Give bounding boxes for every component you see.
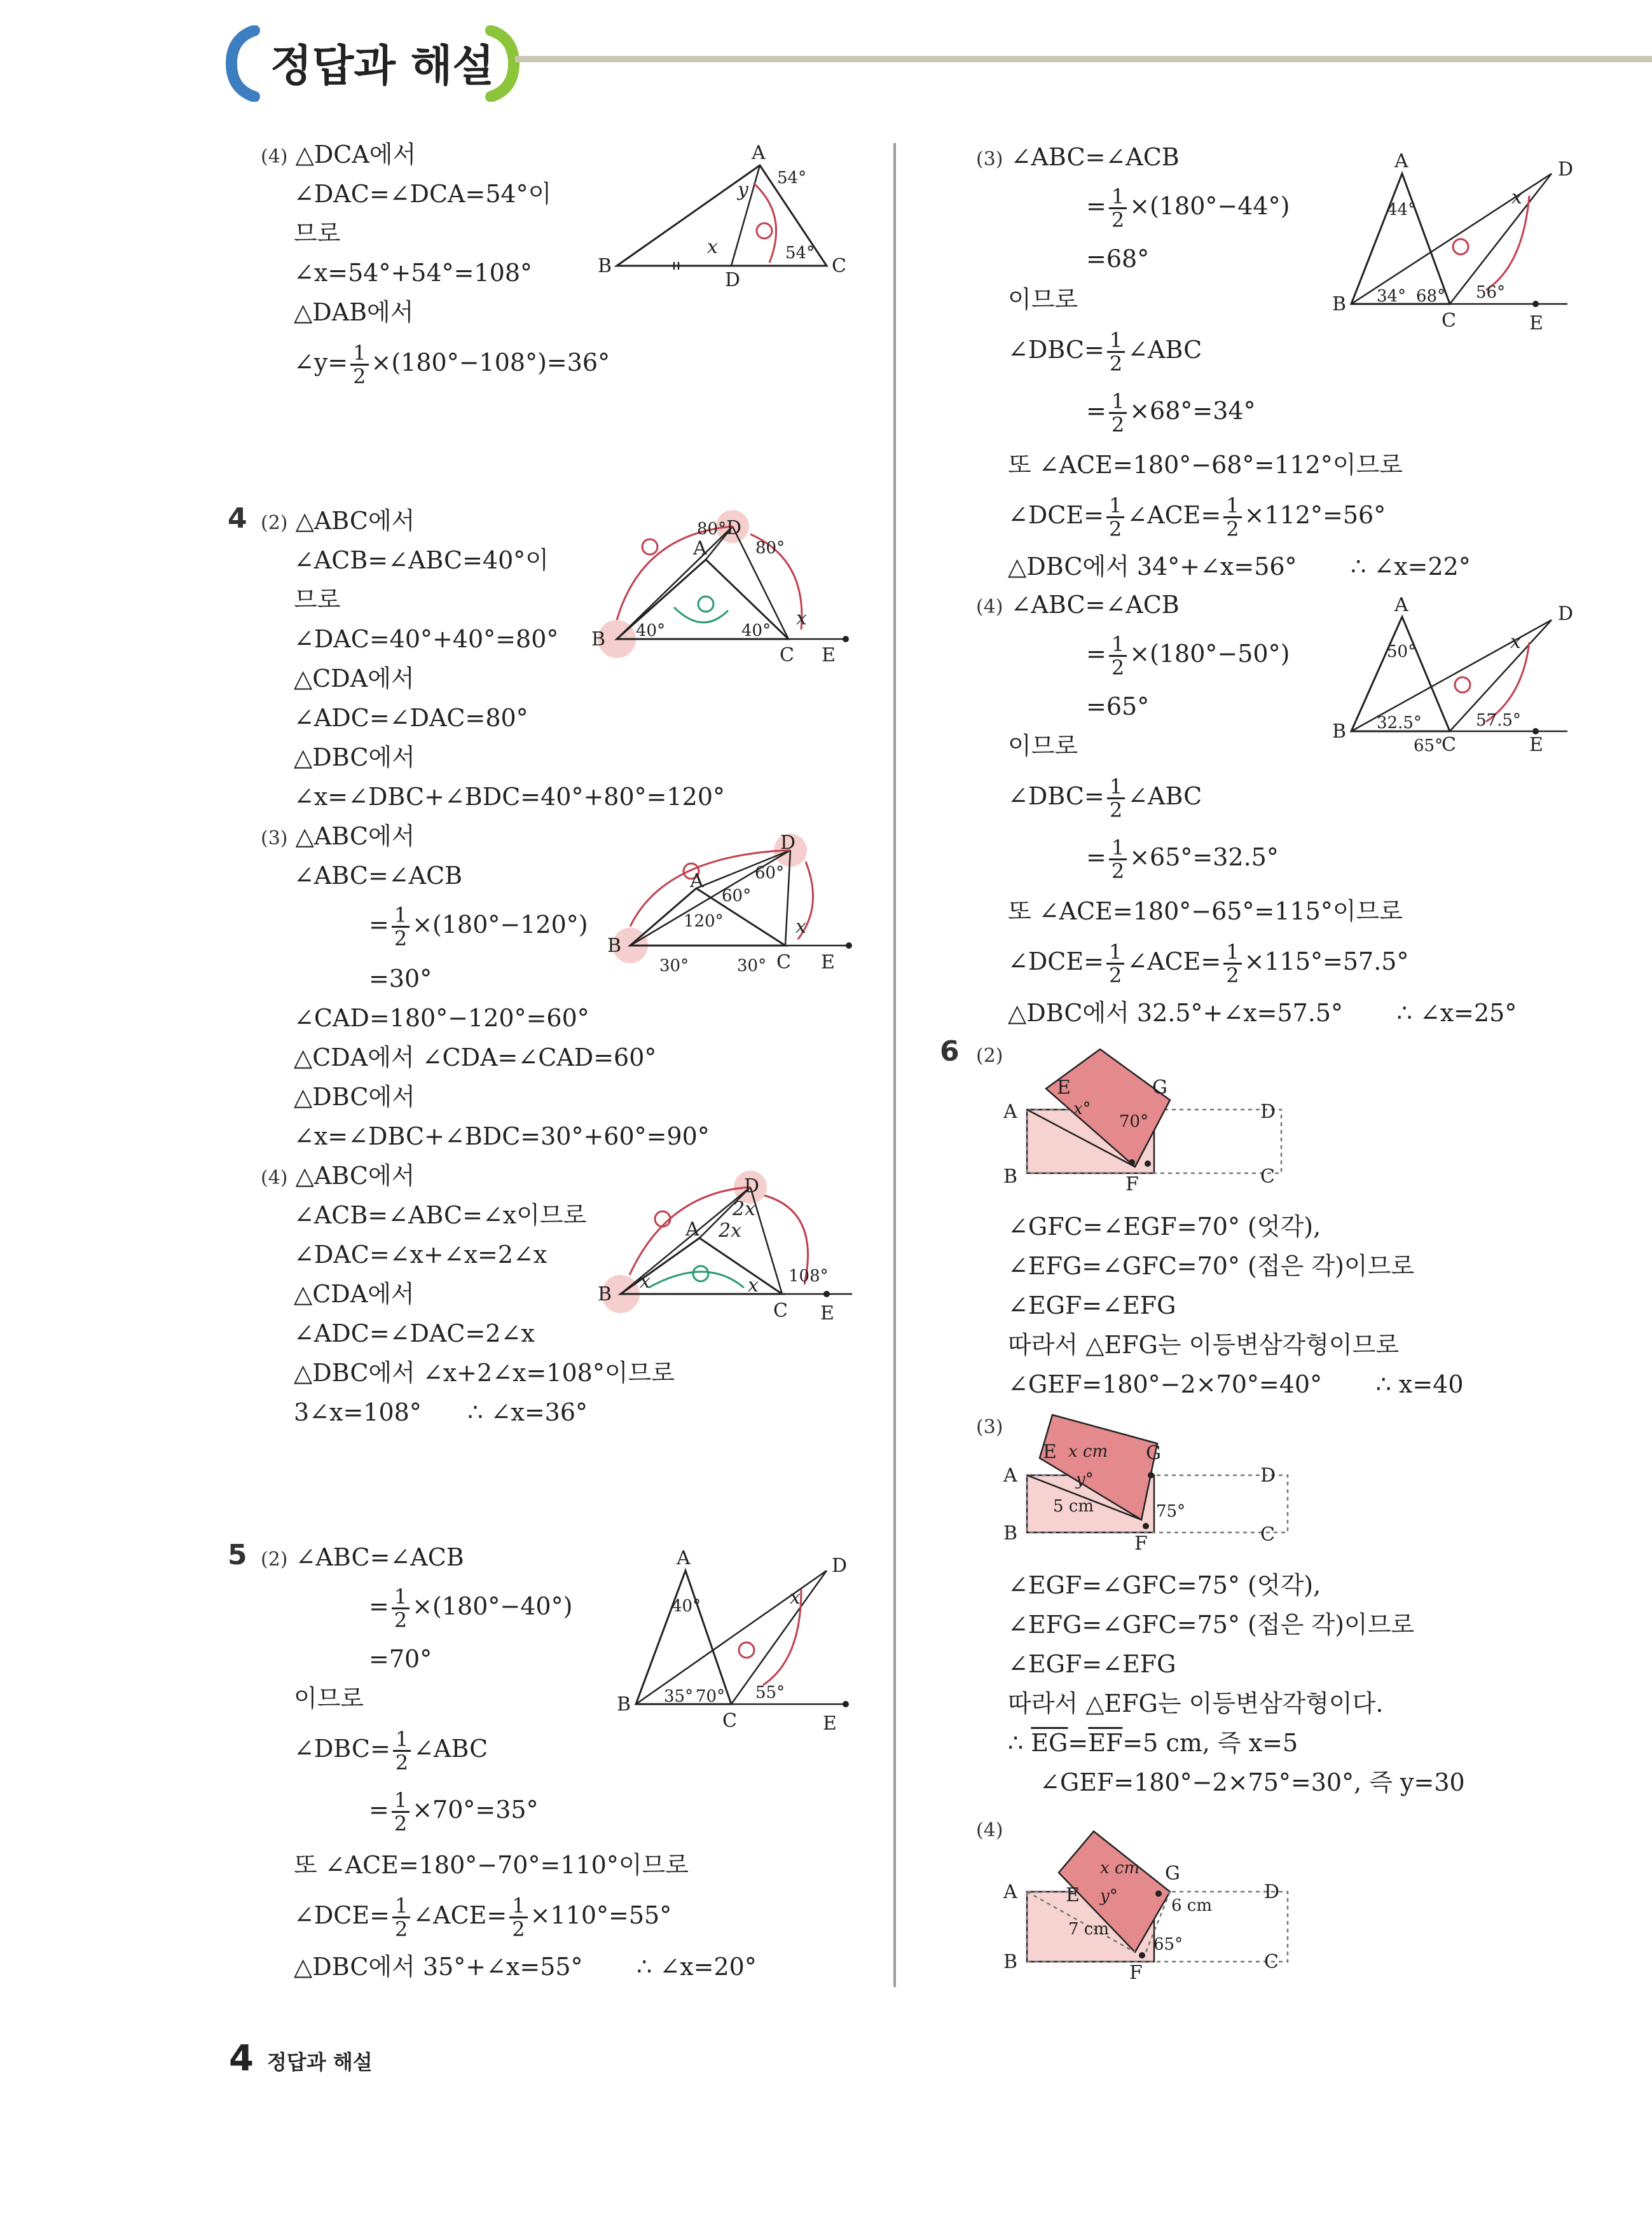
text-line: 므로 bbox=[294, 219, 341, 247]
fraction: $\frac{1}{2}$ bbox=[1223, 941, 1241, 986]
angle-57-5: 57.5° bbox=[1476, 711, 1521, 730]
fraction: $\frac{1}{2}$ bbox=[509, 1895, 527, 1940]
text-part: △DBC에서 34°+∠x=56° bbox=[1008, 553, 1297, 581]
text-line: ∠GEF=180°−2×75°=30°, 즉 y=30 bbox=[1040, 1768, 1465, 1796]
label-b: B bbox=[598, 1283, 612, 1305]
text-part: ×(180°−50°) bbox=[1129, 640, 1290, 668]
label-x: x bbox=[707, 236, 718, 258]
angle-80-a: 80° bbox=[755, 539, 785, 558]
text-line: △CDA에서 bbox=[294, 1280, 415, 1308]
angle-34: 34° bbox=[1377, 287, 1407, 306]
segment-eg: $\overline{EG}$ bbox=[1031, 1729, 1068, 1757]
text-part: ∴ ∠x=22° bbox=[1351, 553, 1471, 581]
triangle-diagram-4-2 bbox=[591, 509, 858, 668]
label-f: F bbox=[1129, 1962, 1143, 1984]
label-x-cm: x cm bbox=[1068, 1442, 1108, 1461]
header-right-bracket bbox=[485, 25, 523, 102]
angle-75: 75° bbox=[1156, 1502, 1186, 1521]
fraction: $\frac{1}{2}$ bbox=[1109, 186, 1127, 231]
angle-80-d: 80° bbox=[697, 520, 727, 539]
angle-70: 70° bbox=[696, 1687, 726, 1706]
angle-56: 56° bbox=[1476, 283, 1506, 302]
text-part: ×70°=35° bbox=[412, 1796, 539, 1824]
label-7-cm: 7 cm bbox=[1068, 1920, 1110, 1939]
label-x: x bbox=[790, 1586, 801, 1609]
label-x: x bbox=[795, 916, 806, 938]
text-part: ×112°=56° bbox=[1244, 501, 1386, 529]
text-line: ∠EGF=∠EFG bbox=[1008, 1291, 1176, 1319]
sub-label: (2) bbox=[261, 1548, 288, 1571]
text-line: 므로 bbox=[294, 586, 341, 614]
fraction: $\frac{1}{2}$ bbox=[1109, 633, 1127, 678]
angle-120: 120° bbox=[684, 912, 724, 931]
text-part: = bbox=[1086, 843, 1106, 871]
angle-40: 40° bbox=[671, 1597, 701, 1616]
text-part: ∠ABC bbox=[1127, 782, 1202, 810]
label-c: C bbox=[722, 1710, 737, 1732]
label-d: D bbox=[1260, 1101, 1276, 1123]
triangle-diagram-5-2 bbox=[610, 1545, 865, 1736]
label-e: E bbox=[1066, 1884, 1080, 1906]
label-a: A bbox=[1003, 1464, 1017, 1487]
text-part: ×(180°−40°) bbox=[412, 1592, 573, 1620]
folded-rectangle-diagram-3 bbox=[998, 1415, 1304, 1555]
text-part: ∠DBC= bbox=[1008, 336, 1105, 364]
text-part: = bbox=[1068, 1729, 1089, 1757]
label-a: A bbox=[693, 537, 707, 560]
text-part: = bbox=[1086, 397, 1106, 425]
label-b: B bbox=[1003, 1166, 1018, 1188]
text-line: 이므로 bbox=[1008, 286, 1078, 313]
text-part: ∠ACE= bbox=[413, 1901, 507, 1929]
label-d: D bbox=[1558, 603, 1574, 625]
text-line: ∠CAD=180°−120°=60° bbox=[294, 1004, 589, 1032]
triangle-diagram-5-4 bbox=[1326, 595, 1593, 760]
angle-50: 50° bbox=[1387, 642, 1417, 661]
header-left-bracket bbox=[223, 25, 261, 102]
text-part: ∴ ∠x=20° bbox=[637, 1953, 757, 1981]
text-line: ∠DAC=40°+40°=80° bbox=[294, 625, 559, 653]
text-line: =70° bbox=[369, 1645, 432, 1673]
text-line: △CDA에서 ∠CDA=∠CAD=60° bbox=[294, 1043, 657, 1071]
sub-label: (3) bbox=[976, 1416, 1003, 1438]
triangle-diagram-3-4 bbox=[598, 142, 852, 291]
text-part: ∠y= bbox=[294, 348, 348, 376]
label-x: x bbox=[1511, 186, 1522, 209]
text-line: ∠ABC=∠ACB bbox=[295, 1543, 464, 1571]
sub-label: (4) bbox=[976, 1819, 1003, 1841]
text-part: ∴ bbox=[1008, 1729, 1024, 1757]
sub-label: (4) bbox=[976, 596, 1003, 618]
text-part: ∴ ∠x=36° bbox=[467, 1398, 588, 1426]
triangle-diagram-4-3 bbox=[607, 830, 862, 989]
label-5-cm: 5 cm bbox=[1053, 1497, 1094, 1516]
text-line: =30° bbox=[369, 965, 432, 993]
label-a: A bbox=[752, 142, 766, 164]
column-divider bbox=[893, 143, 896, 1987]
text-part: = bbox=[369, 1592, 389, 1620]
label-e: E bbox=[1057, 1077, 1071, 1099]
text-line: 또 ∠ACE=180°−70°=110°이므로 bbox=[294, 1851, 689, 1879]
label-f: F bbox=[1134, 1532, 1148, 1555]
angle-55: 55° bbox=[755, 1683, 785, 1702]
label-d: D bbox=[744, 1175, 760, 1197]
label-c: C bbox=[1260, 1166, 1275, 1188]
label-c: C bbox=[780, 644, 794, 666]
angle-68: 68° bbox=[1416, 287, 1446, 306]
sub-label: (4) bbox=[261, 1167, 288, 1189]
header-title: 정답과 해설 bbox=[270, 41, 495, 92]
text-line: ∠DAC=∠DCA=54°이 bbox=[294, 180, 552, 208]
label-2x-d: 2x bbox=[733, 1198, 756, 1220]
label-e: E bbox=[1529, 734, 1543, 756]
text-part: ∠ACE= bbox=[1127, 501, 1222, 529]
text-part: ×115°=57.5° bbox=[1244, 947, 1409, 975]
text-line: ∠GFC=∠EGF=70° (엇각), bbox=[1008, 1213, 1321, 1241]
text-line: △DBC에서 bbox=[294, 1083, 415, 1111]
label-6-cm: 6 cm bbox=[1171, 1896, 1213, 1915]
fraction: $\frac{1}{2}$ bbox=[1109, 390, 1127, 436]
label-d: D bbox=[1260, 1464, 1276, 1487]
text-line: △ABC에서 bbox=[295, 1162, 415, 1190]
text-line: ∠EFG=∠GFC=75° (접은 각)이므로 bbox=[1008, 1611, 1415, 1639]
label-e: E bbox=[1529, 312, 1543, 334]
fraction: $\frac{1}{2}$ bbox=[350, 342, 368, 387]
text-part: ×68°=34° bbox=[1129, 397, 1256, 425]
label-a: A bbox=[1394, 150, 1408, 172]
angle-65: 65° bbox=[1414, 736, 1443, 755]
text-line: ∠ACB=∠ABC=∠x이므로 bbox=[294, 1201, 587, 1229]
folded-rectangle-diagram-4 bbox=[998, 1825, 1304, 1984]
fraction: $\frac{1}{2}$ bbox=[1106, 941, 1124, 986]
label-x-b: x bbox=[640, 1270, 650, 1293]
label-b: B bbox=[1332, 293, 1347, 315]
text-part: ∠DCE= bbox=[1008, 947, 1104, 975]
label-g: G bbox=[1152, 1077, 1167, 1099]
label-e: E bbox=[821, 951, 835, 974]
label-x: x bbox=[796, 607, 807, 630]
text-line: ∠x=∠DBC+∠BDC=30°+60°=90° bbox=[294, 1122, 710, 1150]
text-part: ×65°=32.5° bbox=[1129, 843, 1279, 871]
fraction: $\frac{1}{2}$ bbox=[392, 1789, 410, 1834]
text-part: ∠DCE= bbox=[294, 1901, 390, 1929]
label-d: D bbox=[725, 269, 741, 291]
label-e: E bbox=[820, 1302, 834, 1325]
angle-y: y° bbox=[1100, 1887, 1118, 1906]
label-c: C bbox=[1442, 310, 1456, 332]
angle-44: 44° bbox=[1387, 200, 1417, 219]
label-f: F bbox=[1125, 1173, 1139, 1195]
fraction: $\frac{1}{2}$ bbox=[392, 904, 410, 949]
text-line: ∠x=54°+54°=108° bbox=[294, 259, 533, 287]
sub-label: (3) bbox=[261, 827, 288, 850]
sub-label: (4) bbox=[261, 146, 288, 168]
text-part: ∠ABC bbox=[413, 1735, 488, 1763]
text-line: △DCA에서 bbox=[295, 141, 416, 169]
angle-54-bottom: 54° bbox=[785, 244, 815, 263]
segment-ef: $\overline{EF}$ bbox=[1088, 1729, 1123, 1757]
text-line: ∠ADC=∠DAC=2∠x bbox=[294, 1319, 535, 1347]
angle-32-5: 32.5° bbox=[1377, 713, 1422, 733]
label-b: B bbox=[617, 1693, 631, 1716]
text-part: ×(180°−108°)=36° bbox=[371, 348, 610, 376]
label-g: G bbox=[1165, 1862, 1180, 1885]
label-b: B bbox=[591, 628, 606, 650]
label-c: C bbox=[776, 951, 791, 974]
sub-label: (3) bbox=[976, 148, 1003, 170]
text-line: =68° bbox=[1086, 245, 1150, 273]
header-rule bbox=[515, 56, 1652, 62]
section-number: 5 bbox=[228, 1539, 247, 1571]
angle-60-a: 60° bbox=[722, 886, 752, 905]
label-a: A bbox=[1003, 1101, 1017, 1123]
label-e: E bbox=[1043, 1441, 1057, 1463]
text-part: =5 cm, 즉 x=5 bbox=[1122, 1729, 1298, 1757]
label-c: C bbox=[832, 255, 846, 277]
text-part: ∠ABC bbox=[1127, 336, 1202, 364]
angle-40-b: 40° bbox=[636, 621, 666, 640]
text-part: ×(180°−120°) bbox=[412, 911, 588, 939]
angle-x: x° bbox=[1073, 1099, 1091, 1118]
label-a: A bbox=[685, 1218, 699, 1241]
label-c: C bbox=[1442, 734, 1456, 756]
angle-108: 108° bbox=[788, 1267, 829, 1286]
text-part: = bbox=[369, 911, 389, 939]
text-line: 따라서 △EFG는 이등변삼각형이므로 bbox=[1008, 1331, 1400, 1359]
text-line: ∠ADC=∠DAC=80° bbox=[294, 704, 528, 732]
text-line: ∠DAC=∠x+∠x=2∠x bbox=[294, 1241, 547, 1269]
text-line: ∠x=∠DBC+∠BDC=40°+80°=120° bbox=[294, 783, 726, 811]
label-x-c: x bbox=[748, 1274, 759, 1297]
text-part: ∠ACE= bbox=[1127, 947, 1222, 975]
text-line: 또 ∠ACE=180°−65°=115°이므로 bbox=[1008, 897, 1403, 925]
label-x: x bbox=[1510, 631, 1521, 653]
text-part: ∴ x=40 bbox=[1375, 1370, 1464, 1398]
text-line: =65° bbox=[1086, 692, 1150, 720]
angle-60-d: 60° bbox=[755, 864, 785, 883]
text-line: 또 ∠ACE=180°−68°=112°이므로 bbox=[1008, 451, 1403, 479]
angle-65: 65° bbox=[1153, 1935, 1183, 1954]
footer-label: 정답과 해설 bbox=[267, 2050, 373, 2074]
text-line: 이므로 bbox=[1008, 732, 1078, 760]
label-x-cm: x cm bbox=[1100, 1859, 1140, 1878]
label-b: B bbox=[1003, 1951, 1018, 1973]
text-part: = bbox=[369, 1796, 389, 1824]
label-b: B bbox=[598, 255, 612, 277]
page-number: 4 bbox=[229, 2038, 254, 2079]
folded-rectangle-diagram-2 bbox=[998, 1043, 1304, 1202]
text-part: ∠DBC= bbox=[1008, 782, 1105, 810]
text-line: △DBC에서 ∠x+2∠x=108°이므로 bbox=[294, 1359, 675, 1387]
label-2x-a: 2x bbox=[719, 1220, 742, 1242]
sub-label: (2) bbox=[976, 1045, 1003, 1067]
section-number: 4 bbox=[228, 502, 247, 535]
fraction: $\frac{1}{2}$ bbox=[1109, 837, 1127, 882]
text-line: △CDA에서 bbox=[294, 664, 415, 692]
angle-y: y° bbox=[1076, 1470, 1094, 1489]
text-line: ∠EGF=∠GFC=75° (엇각), bbox=[1008, 1571, 1321, 1599]
text-line: △DBC에서 bbox=[294, 743, 415, 771]
label-c: C bbox=[773, 1300, 788, 1322]
text-line: 따라서 △EFG는 이등변삼각형이다. bbox=[1008, 1690, 1384, 1717]
label-e: E bbox=[822, 644, 836, 666]
label-e: E bbox=[823, 1712, 837, 1735]
text-line: ∠ABC=∠ACB bbox=[294, 862, 463, 890]
label-b: B bbox=[607, 935, 622, 957]
text-part: ∠DCE= bbox=[1008, 501, 1104, 529]
label-d: D bbox=[726, 517, 742, 539]
section-number: 6 bbox=[940, 1035, 960, 1068]
text-part: ∠DBC= bbox=[294, 1735, 390, 1763]
fraction: $\frac{1}{2}$ bbox=[1107, 329, 1125, 375]
sub-label: (2) bbox=[261, 512, 288, 534]
label-c: C bbox=[1260, 1524, 1275, 1546]
fraction: $\frac{1}{2}$ bbox=[1107, 776, 1125, 821]
label-d: D bbox=[780, 832, 796, 854]
text-line: ∠ABC=∠ACB bbox=[1010, 143, 1180, 171]
label-c: C bbox=[1264, 1951, 1279, 1973]
angle-70: 70° bbox=[1119, 1112, 1149, 1131]
text-line: 이므로 bbox=[294, 1684, 364, 1712]
label-b: B bbox=[1003, 1522, 1018, 1545]
fraction: $\frac{1}{2}$ bbox=[392, 1895, 410, 1940]
fraction: $\frac{1}{2}$ bbox=[393, 1728, 411, 1773]
text-part: = bbox=[1086, 192, 1106, 220]
text-part: △DBC에서 32.5°+∠x=57.5° bbox=[1008, 999, 1344, 1027]
triangle-diagram-5-3 bbox=[1326, 145, 1593, 336]
text-part: ∠GEF=180°−2×70°=40° bbox=[1008, 1370, 1323, 1398]
label-a: A bbox=[690, 870, 704, 892]
text-part: = bbox=[1086, 640, 1106, 668]
text-line: ∠EFG=∠GFC=70° (접은 각)이므로 bbox=[1008, 1252, 1415, 1280]
label-d: D bbox=[1558, 158, 1574, 181]
text-line: △ABC에서 bbox=[295, 822, 415, 850]
label-a: A bbox=[677, 1547, 691, 1569]
fraction: $\frac{1}{2}$ bbox=[392, 1586, 410, 1631]
label-y: y bbox=[738, 179, 748, 201]
label-d: D bbox=[1264, 1881, 1280, 1903]
label-g: G bbox=[1146, 1442, 1161, 1464]
label-d: D bbox=[832, 1555, 848, 1577]
angle-35: 35° bbox=[664, 1687, 694, 1706]
angle-40-c: 40° bbox=[741, 621, 771, 640]
text-part: ×110°=55° bbox=[530, 1901, 672, 1929]
text-part: ∴ ∠x=25° bbox=[1396, 999, 1517, 1027]
fraction: $\frac{1}{2}$ bbox=[1223, 495, 1241, 540]
text-line: △DAB에서 bbox=[294, 298, 414, 326]
angle-30-c: 30° bbox=[737, 956, 767, 975]
text-part: ×(180°−44°) bbox=[1129, 192, 1290, 220]
text-line: ∠ACB=∠ABC=40°이 bbox=[294, 546, 549, 574]
angle-54-top: 54° bbox=[777, 169, 807, 188]
text-line: ∠EGF=∠EFG bbox=[1008, 1650, 1176, 1678]
triangle-diagram-4-4 bbox=[598, 1167, 865, 1326]
label-a: A bbox=[1003, 1881, 1017, 1903]
text-line: ∠ABC=∠ACB bbox=[1010, 591, 1180, 619]
angle-30-b: 30° bbox=[659, 956, 689, 975]
fraction: $\frac{1}{2}$ bbox=[1106, 495, 1124, 540]
label-b: B bbox=[1332, 720, 1347, 743]
text-part: △DBC에서 35°+∠x=55° bbox=[294, 1953, 583, 1981]
label-a: A bbox=[1394, 594, 1408, 616]
text-line: △ABC에서 bbox=[295, 507, 415, 535]
text-part: 3∠x=108° bbox=[294, 1398, 422, 1426]
